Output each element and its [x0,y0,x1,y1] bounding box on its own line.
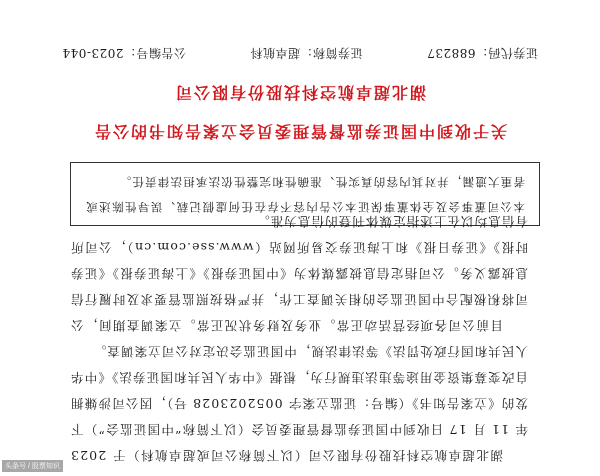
board-notice-box: 本公司董事会及全体董事保证本公告内容不存在任何虚假记载、误导性陈述或者重大遗漏，并对其内容的真实性、准确性和完整性依法承担法律责任。 [70,162,540,226]
company-title: 湖北超卓航空科技股份有限公司 [174,83,427,102]
watermark-label: 头条号 / 股票知识 [2,460,63,472]
announcement-number: 公告编号：2023-044 [62,46,187,60]
announcement-header [0,45,600,62]
announcement-body [70,214,528,468]
body-paragraph-2: 目前公司各项经营活动正常。业务及财务状况正常。立案调查期间，公司将积极配合中国证监会的相关调查工作，并严格按照监管要求及时履行信息披露义务。公司指定信息披露媒体为《中国证券报》《上海证券报》《证券时报》《证券日报》和上海证券交易所网站（www.sse.com.cn），公司所有信息均以在上述指定媒体刊登的信息为准。 [70,214,528,333]
announcement-title: 关于收到中国证券监督管理委员会立案告知书的公告 [93,122,508,141]
stock-code: 证券代码：688237 [426,46,538,60]
body-paragraph-1: 湖北超卓航空科技股份有限公司（以下简称公司或超卓航科）于 2023 年 11 月 17 日收到中国证券监督管理委员会（以下简称“中国证监会”）下发的《立案告知书》（编号：证监立案字 0052023028 号），因公司涉嫌拥自改变募集资金用途等违法违规行为，根据《中华人民共和国证券法》《中华人民共和国行政处罚法》等法律法规，中国证监会决定对公司立案调查。 [70,344,528,463]
stock-name: 证券简称：超卓航科 [250,46,363,60]
